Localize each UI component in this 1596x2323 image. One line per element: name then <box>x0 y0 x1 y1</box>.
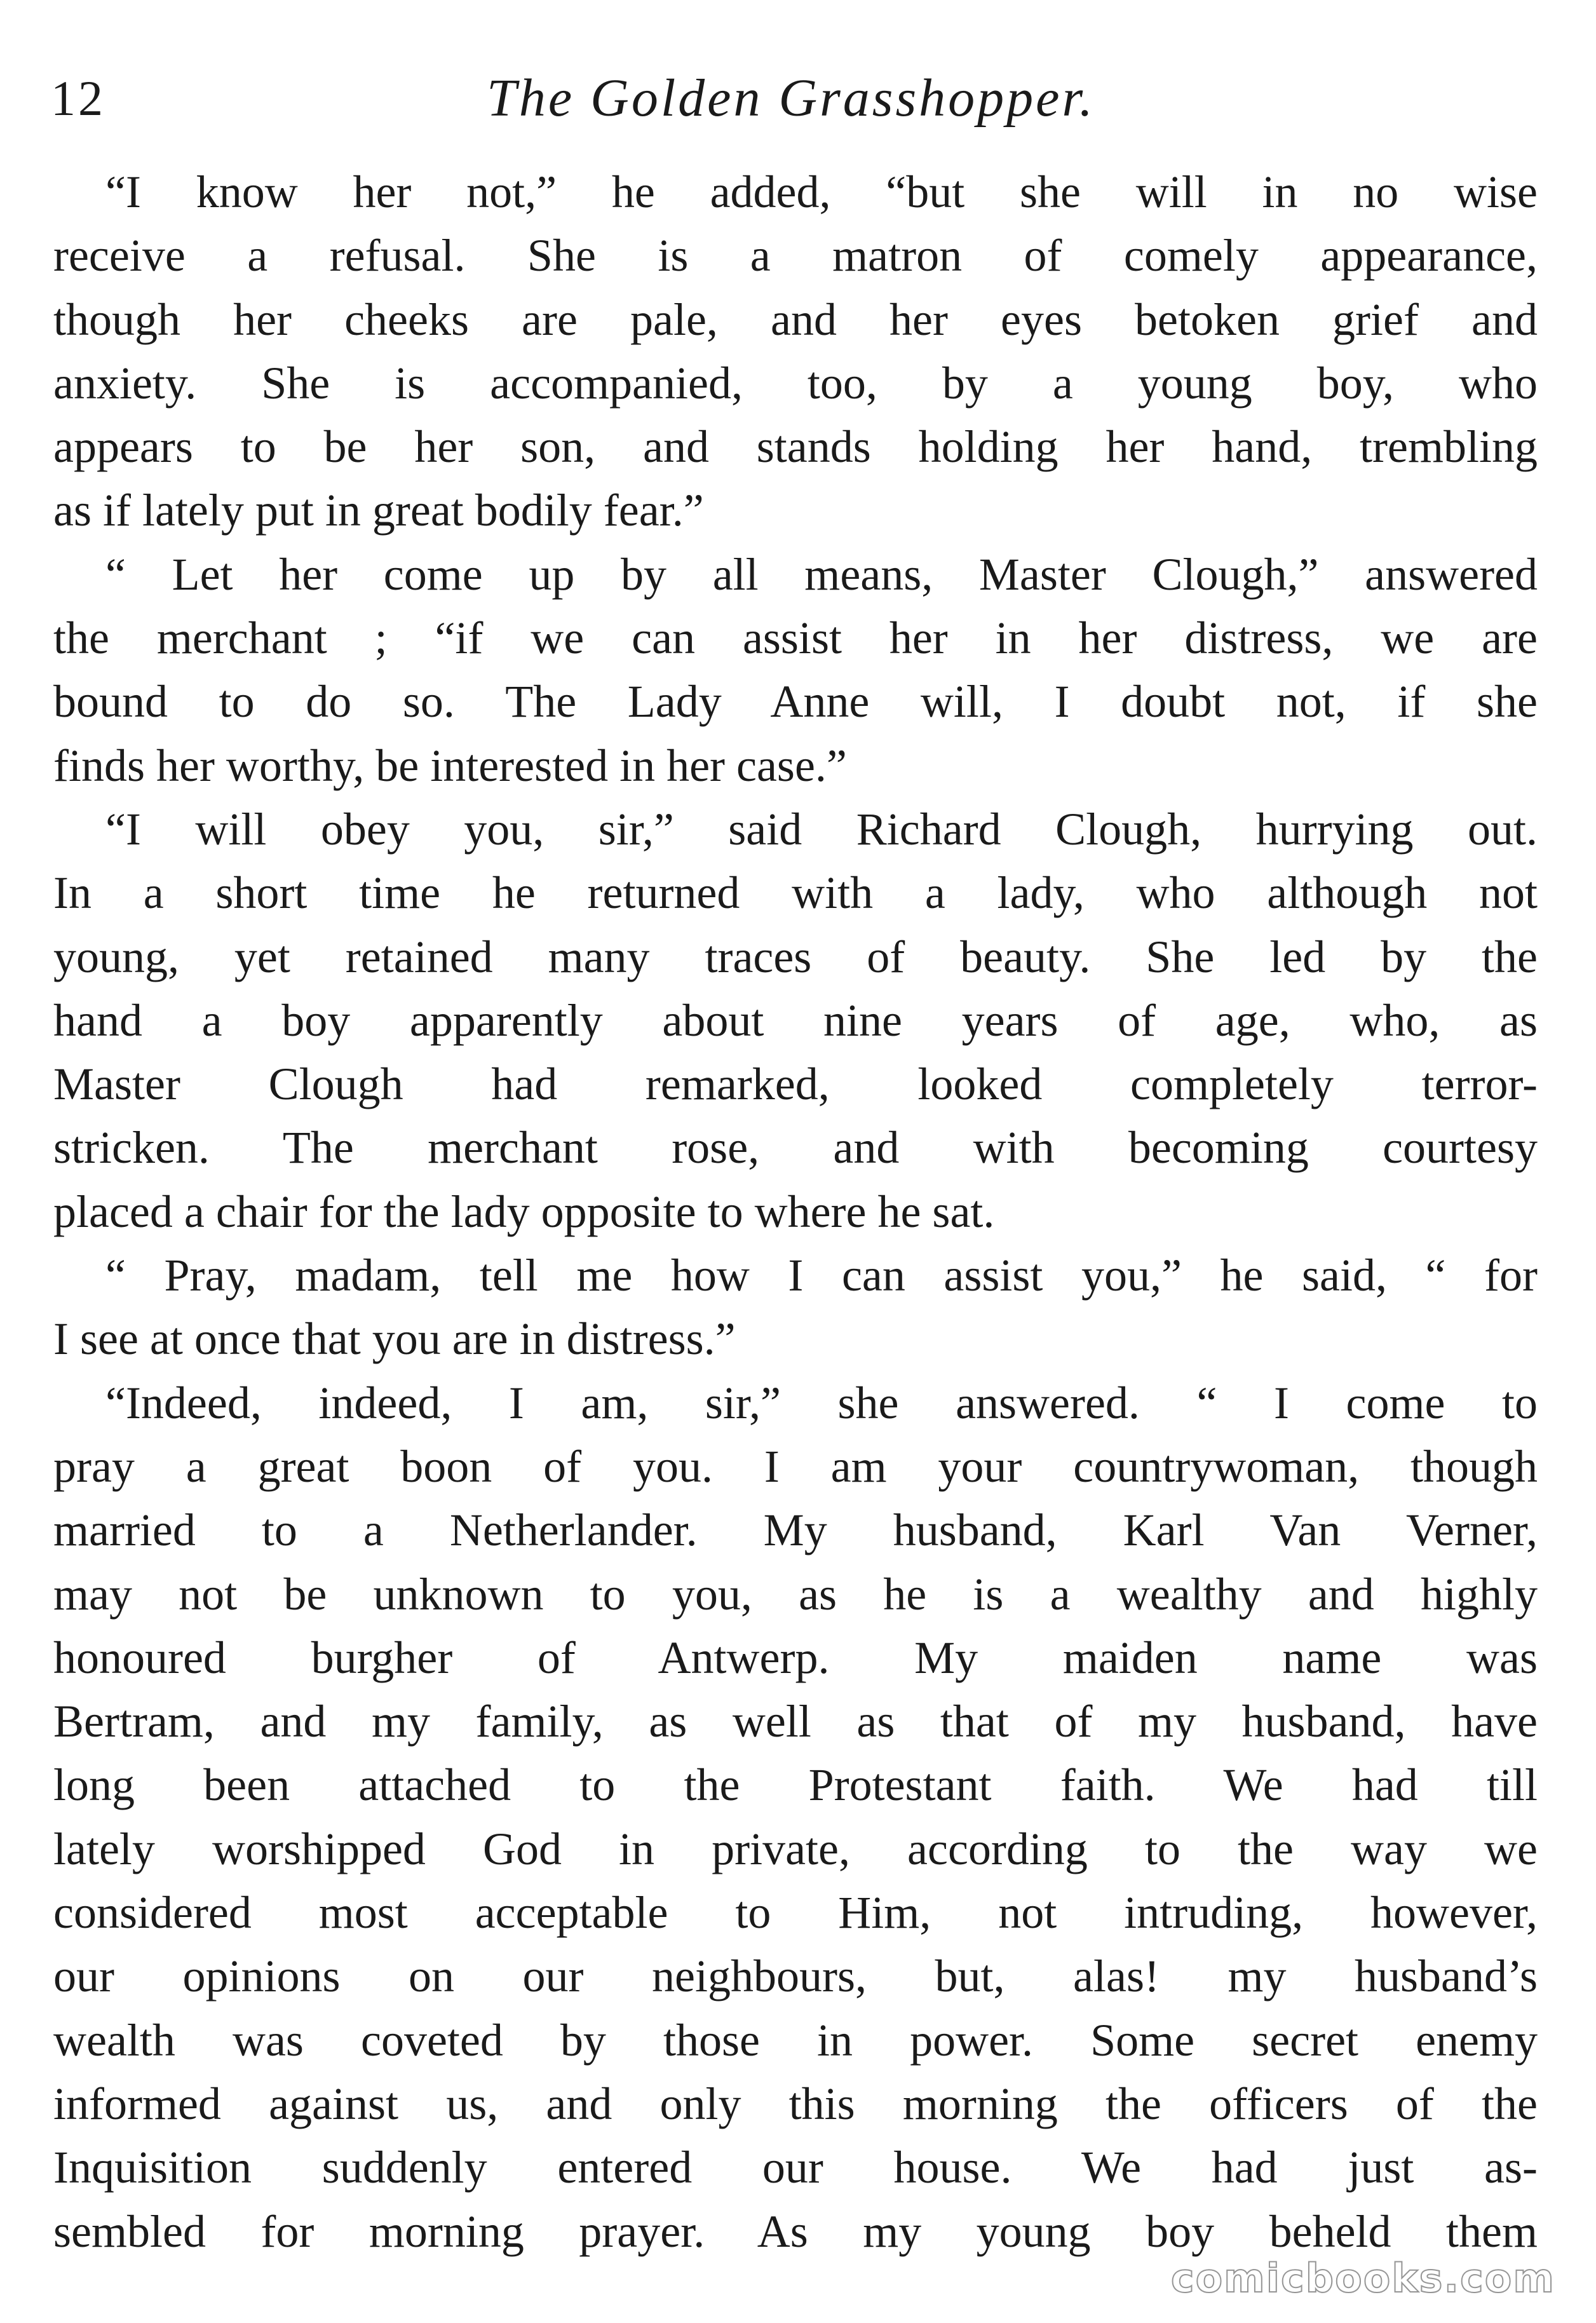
text-line: “Indeed, indeed, I am, sir,” she answered. “ I come to <box>105 1377 1538 1428</box>
text-line: hand a boy apparently about nine years of age, who, as <box>53 994 1538 1046</box>
text-line: long been attached to the Protestant faith. We had till <box>53 1759 1538 1811</box>
text-line: sembled for morning prayer. As my young boy beheld them <box>53 2205 1538 2257</box>
text-line: “ Pray, madam, tell me how I can assist you,” he said, “ for <box>105 1250 1538 1301</box>
text-line: bound to do so. The Lady Anne will, I doubt not, if she <box>53 676 1538 728</box>
text-line: considered most acceptable to Him, not intruding, however, <box>53 1887 1538 1939</box>
text-line: the merchant ; “if we can assist her in her distress, we are <box>53 613 1538 664</box>
text-line: honoured burgher of Antwerp. My maiden name was <box>53 1632 1538 1683</box>
text-line: Bertram, and my family, as well as that of my husband, have <box>53 1696 1538 1747</box>
text-line: placed a chair for the lady opposite to where he sat. <box>53 1186 995 1237</box>
text-line: Master Clough had remarked, looked completely terror- <box>53 1059 1538 1110</box>
text-line: stricken. The merchant rose, and with becoming courtesy <box>53 1122 1538 1174</box>
text-line: lately worshipped God in private, according to the way we <box>53 1823 1538 1874</box>
text-line: “I know her not,” he added, “but she will in no wise <box>105 166 1538 217</box>
text-line: as if lately put in great bodily fear.” <box>53 485 704 536</box>
page-header <box>51 60 1531 137</box>
text-line: anxiety. She is accompanied, too, by a young boy, who <box>53 357 1538 409</box>
text-line: wealth was coveted by those in power. Some secret enemy <box>53 2014 1538 2066</box>
site-watermark: comicbooks.com <box>1170 2255 1555 2301</box>
text-line: In a short time he returned with a lady, who although not <box>53 867 1538 919</box>
text-line: Inquisition suddenly entered our house. We had just as- <box>53 2142 1538 2193</box>
text-line: appears to be her son, and stands holding her hand, trembling <box>53 421 1538 473</box>
text-line: our opinions on our neighbours, but, alas! my husband’s <box>53 1951 1538 2002</box>
text-line: “I will obey you, sir,” said Richard Clough, hurrying out. <box>105 803 1538 855</box>
running-title: The Golden Grasshopper. <box>487 69 1095 128</box>
page-number: 12 <box>51 71 105 126</box>
text-line: I see at once that you are in distress.” <box>53 1313 736 1365</box>
text-line: may not be unknown to you, as he is a wealthy and highly <box>53 1568 1538 1620</box>
text-line: finds her worthy, be interested in her case.” <box>53 740 847 791</box>
text-line: young, yet retained many traces of beauty. She led by the <box>53 931 1538 982</box>
body-text <box>53 160 1538 2263</box>
text-line: pray a great boon of you. I am your countrywoman, though <box>53 1440 1538 1492</box>
text-line: married to a Netherlander. My husband, Karl Van Verner, <box>53 1505 1538 1556</box>
text-line: receive a refusal. She is a matron of comely appearance, <box>53 230 1538 281</box>
text-line: though her cheeks are pale, and her eyes betoken grief and <box>53 294 1538 345</box>
text-line: “ Let her come up by all means, Master Clough,” answered <box>105 548 1538 600</box>
text-line: informed against us, and only this morning the officers of the <box>53 2078 1538 2129</box>
